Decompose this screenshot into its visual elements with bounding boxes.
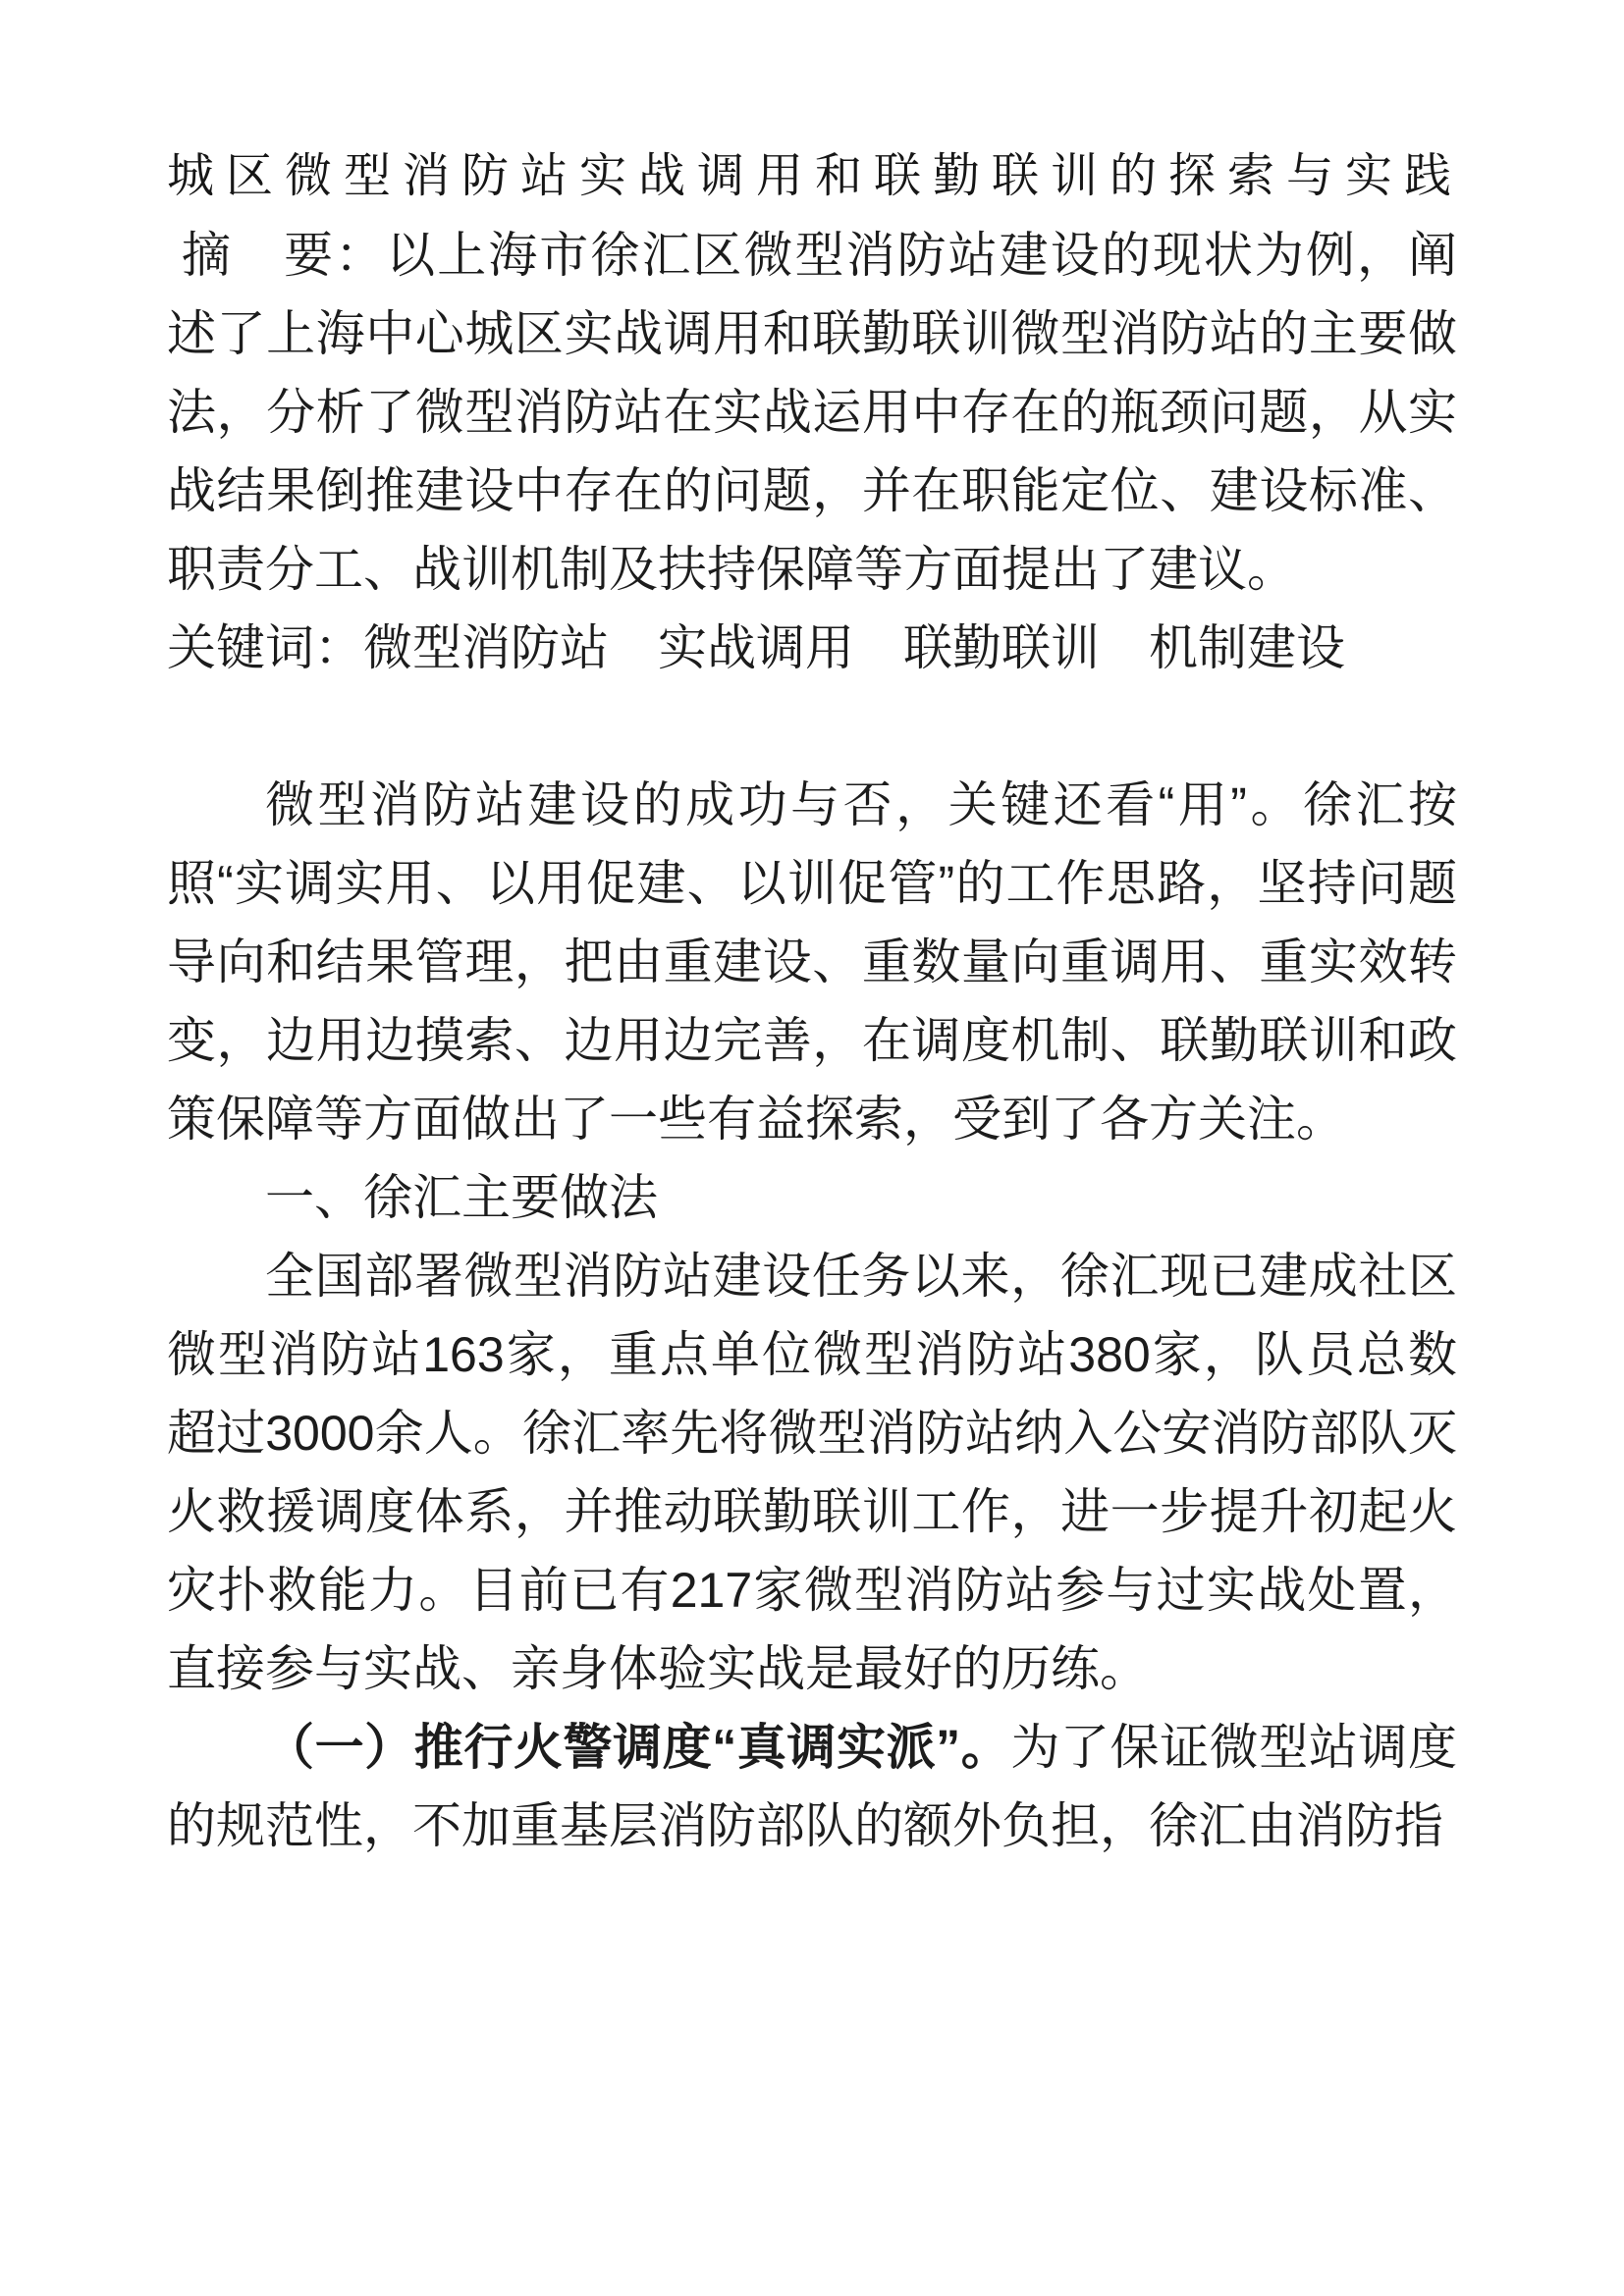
body-paragraph-1: 微型消防站建设的成功与否，关键还看“用”。徐汇按照“实调实用、以用促建、以训促管”的工作思路，坚持问题导向和结果管理，把由重建设、重数量向重调用、重实效转变，边用边摸索、边用边完善，在调度机制、联勤联训和政策保障等方面做出了一些有益探索，受到了各方关注。	[167, 777, 1457, 1147]
keywords-label: 关键词：	[167, 620, 363, 675]
paragraph-3-text: 为了保证微型站调度的规范性，不加重基层消防部队的额外负担，徐汇由消防指	[167, 1720, 1458, 1853]
keywords-line	[167, 609, 1457, 687]
section-heading-1: 一、徐汇主要做法	[265, 1170, 658, 1225]
body-paragraph-3	[167, 1708, 1457, 1865]
abstract-text: 以上海市徐汇区微型消防站建设的现状为例，阐述了上海中心城区实战调用和联勤联训微型消防站的主要做法，分析了微型消防站在实战运用中存在的瓶颈问题，从实战结果倒推建设中存在的问题，并在职能定位、建设标准、职责分工、战训机制及扶持保障等方面提出了建议。	[167, 228, 1458, 597]
paragraph-3-lead: （一）推行火警调度“真调实派”。	[265, 1720, 1011, 1775]
keywords-text: 微型消防站 实战调用 联勤联训 机制建设	[363, 620, 1345, 675]
abstract-paragraph	[167, 216, 1457, 609]
document-title: 城区微型消防站实战调用和联勤联训的探索与实践	[167, 150, 1464, 202]
body-paragraph-2: 全国部署微型消防站建设任务以来，徐汇现已建成社区微型消防站163家，重点单位微型消防站380家，队员总数超过3000余人。徐汇率先将微型消防站纳入公安消防部队灭火救援调度体系，并推动联勤联训工作，进一步提升初起火灾扑救能力。目前已有217家微型消防站参与过实战处置，直接参与实战、亲身体验实战是最好的历练。	[167, 1249, 1457, 1696]
blank-line	[167, 687, 1457, 766]
abstract-label: 摘 要：	[182, 228, 387, 283]
